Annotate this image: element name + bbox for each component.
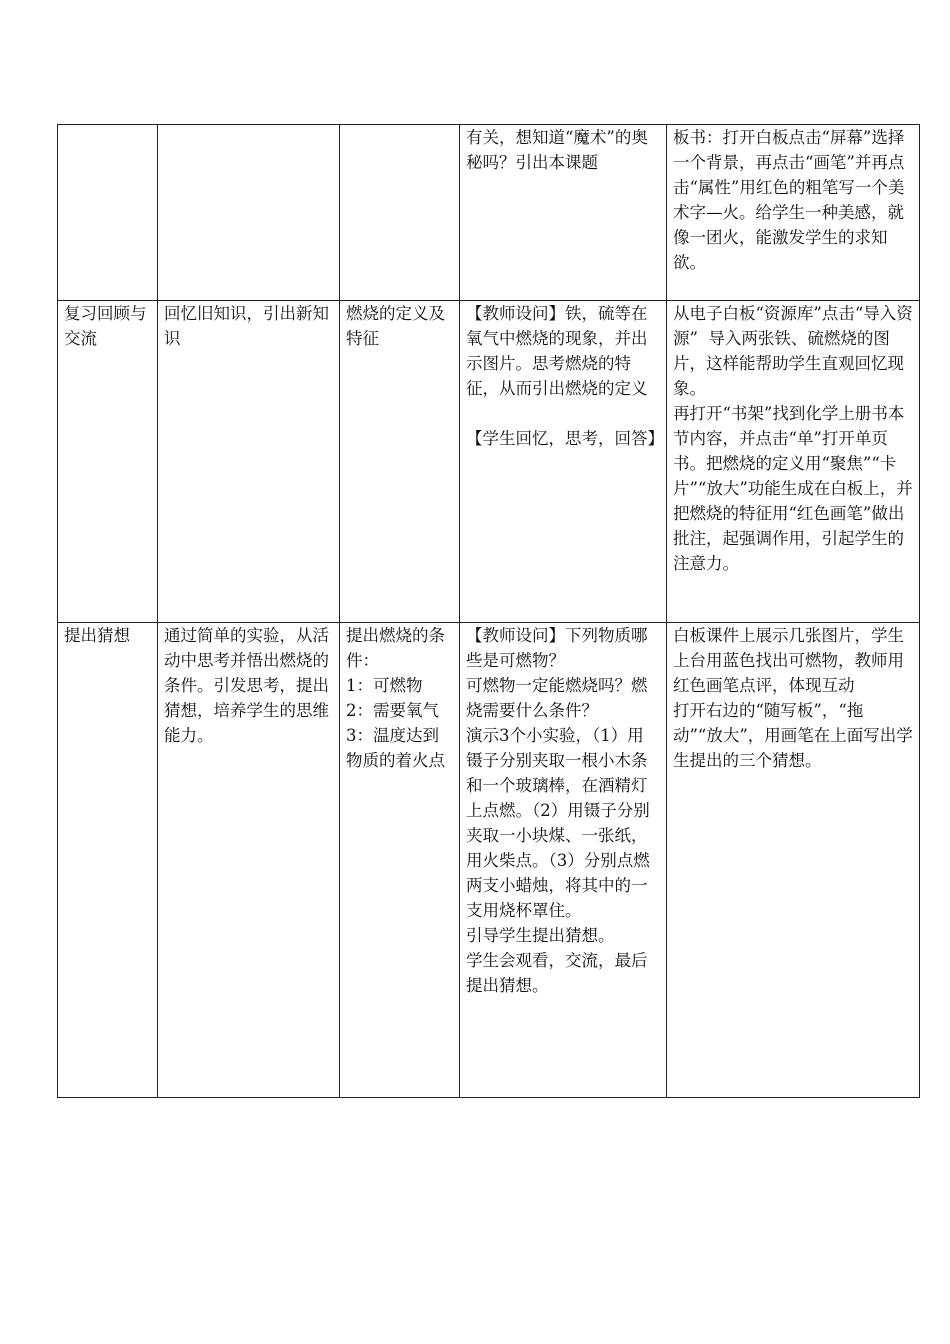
activity-text: 有关，想知道“魔术”的奥秘吗？引出本课题 [466,128,648,172]
stage-cell [58,301,158,623]
whiteboard-cell [667,623,920,1098]
table-row [58,301,920,623]
goal-text: 通过简单的实验，从活动中思考并悟出燃烧的条件。引发思考，提出猜想，培养学生的思维能力。 [164,626,329,745]
goal-cell [158,623,340,1098]
whiteboard-text: 板书：打开白板点击“屏幕”选择一个背景，再点击“画笔”并再点击“属性”用红色的粗笔写一个美术字—火。给学生一种美感，就像一团火，能激发学生的求知欲。 [673,128,905,272]
activity-text: 【教师设问】下列物质哪些是可燃物？ 可燃物一定能燃烧吗？燃烧需要什么条件？ 演示3个小实验，（1）用镊子分别夹取一根小木条和一个玻璃棒，在酒精灯上点燃。（2）用镊子分别夹取一小块煤、一张纸，用火柴点。（3）分别点燃两支小蜡烛，将其中的一支用烧杯罩住。 引导学生提出猜想。 学生会观看，交流，最后提出猜想。 [466,626,650,995]
content-cell [340,623,460,1098]
activity-cell [460,301,667,623]
content-cell [340,301,460,623]
lesson-plan-table [57,124,920,1098]
goal-cell [158,301,340,623]
whiteboard-cell [667,125,920,301]
stage-text: 复习回顾与交流 [64,304,147,348]
content-cell [340,125,460,301]
whiteboard-cell [667,301,920,623]
table-row [58,623,920,1098]
activity-cell [460,623,667,1098]
content-text: 燃烧的定义及特征 [346,304,445,348]
whiteboard-text: 从电子白板“资源库”点击“导入资源” 导入两张铁、硫燃烧的图片，这样能帮助学生直观回忆现象。 再打开“书架”找到化学上册书本节内容，并点击“单”打开单页书。把燃烧的定义用“聚焦”“卡片”“放大”功能生成在白板上，并把燃烧的特征用“红色画笔”做出批注，起强调作用，引起学生的注意力。 [673,304,913,573]
whiteboard-text: 白板课件上展示几张图片，学生上台用蓝色找出可燃物，教师用红色画笔点评，体现互动 打开右边的“随写板”，“拖动”“放大”，用画笔在上面写出学生提出的三个猜想。 [673,626,913,770]
content-text: 提出燃烧的条件： 1：可燃物 2：需要氧气 3：温度达到物质的着火点 [346,626,445,770]
goal-cell [158,125,340,301]
stage-cell [58,125,158,301]
goal-text: 回忆旧知识，引出新知识 [164,304,329,348]
stage-cell [58,623,158,1098]
activity-text: 【教师设问】铁，硫等在氧气中燃烧的现象，并出示图片。思考燃烧的特征，从而引出燃烧的定义 【学生回忆，思考，回答】 [466,304,664,448]
table-row [58,125,920,301]
activity-cell [460,125,667,301]
stage-text: 提出猜想 [64,626,130,645]
